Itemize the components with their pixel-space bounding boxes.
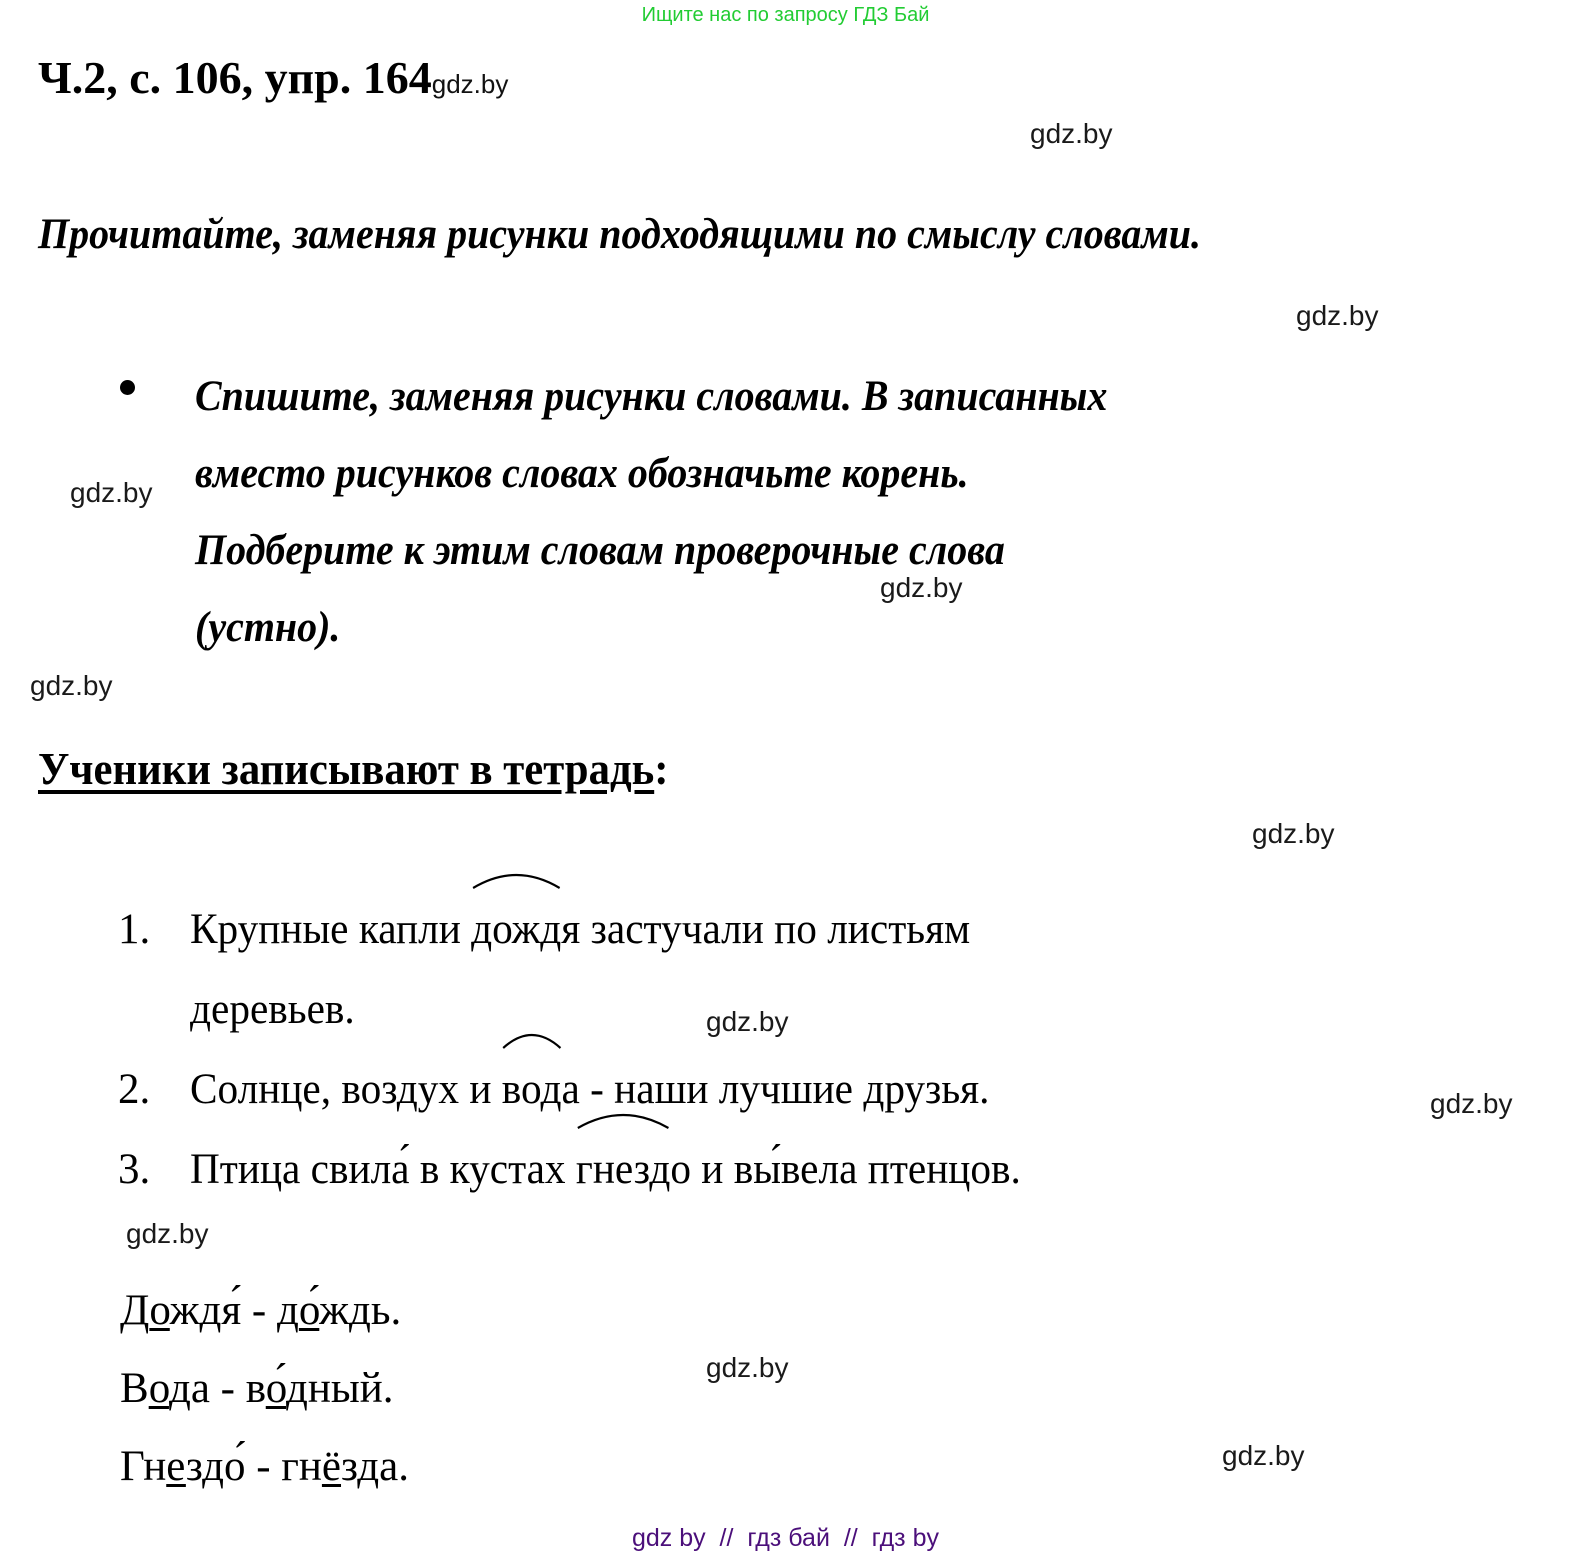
root-letters: дожд	[471, 906, 562, 953]
answer-line	[120, 1428, 409, 1506]
answer-post: дный.	[286, 1365, 394, 1412]
answer-stressed-vowel: о	[149, 1287, 170, 1334]
answer-post: зда.	[341, 1443, 409, 1490]
answer-stressed-vowel: е	[166, 1443, 186, 1490]
root-marked-word	[576, 1130, 670, 1210]
answer-line	[120, 1350, 409, 1428]
sentence-item	[118, 1130, 1518, 1210]
watermark-gdz: gdz.by	[706, 1006, 789, 1037]
root-letters: гнезд	[575, 1146, 671, 1193]
task-bullet-line-3: Подберите к этим словам проверочные слова	[195, 527, 1005, 574]
root-marked-word	[502, 1050, 562, 1130]
watermark-gdz: gdz.by	[126, 1218, 209, 1249]
sentence-text-after-root: о и вы́вела птенцов.	[670, 1146, 1021, 1193]
answer-stressed-vowel: о́	[298, 1287, 320, 1334]
footer-links: gdz by // гдз бай // гдз by	[631, 1524, 939, 1552]
watermark-gdz: gdz.by	[1030, 118, 1113, 149]
answer-mid: здо́ - гн	[185, 1443, 322, 1490]
answer-mid: ждя́ - д	[169, 1287, 299, 1334]
answer-stressed-vowel: ё	[321, 1443, 342, 1490]
task-bullet-block	[110, 358, 1520, 666]
answer-mid: да - в	[168, 1365, 266, 1412]
answer-pre: Гн	[120, 1443, 167, 1490]
task-bullet-line-1: Спишите, заменяя рисунки словами. В записанных	[195, 373, 1108, 420]
sentence-text-tail: деревьев.	[190, 986, 355, 1033]
watermark-gdz: gdz.by	[30, 670, 113, 701]
students-write-heading-underlined: Ученики записывают в тетрадь	[38, 744, 655, 794]
answer-stressed-vowel: о́	[265, 1365, 287, 1412]
inline-watermark: gdz.by	[431, 69, 509, 99]
answer-pre: Д	[120, 1287, 150, 1334]
root-letters: вод	[501, 1066, 562, 1113]
answer-post: ждь.	[319, 1287, 402, 1334]
sentence-number: 1.	[118, 906, 151, 953]
task-bullet-line-2: вместо рисунков словах обозначьте корень.	[195, 450, 969, 497]
answer-stressed-vowel: о	[148, 1365, 169, 1412]
task-bullet-paragraph	[195, 358, 1427, 666]
watermark-gdz: gdz.by	[1296, 300, 1379, 331]
watermark-gdz: gdz.by	[880, 572, 963, 603]
sentence-text-before-root: Птица свила́ в кустах	[190, 1146, 576, 1193]
sentence-text-after-root: я застучали по листьям	[561, 906, 971, 953]
sentence-text	[190, 890, 1465, 1050]
watermark-gdz: gdz.by	[1430, 1088, 1513, 1119]
bullet-point-icon	[120, 380, 135, 395]
sentence-text-before-root: Солнце, воздух и	[190, 1066, 502, 1113]
page-title	[38, 52, 508, 110]
watermark-gdz: gdz.by	[706, 1352, 789, 1383]
students-write-heading-colon: :	[654, 744, 669, 794]
root-arc-icon	[502, 1024, 562, 1050]
sentence-text-after-root: а - наши лучшие друзья.	[561, 1066, 990, 1113]
root-arc-icon	[471, 864, 561, 890]
root-marked-word	[471, 890, 561, 970]
sentence-item	[118, 1050, 1518, 1130]
sentence-number: 3.	[118, 1146, 151, 1193]
answer-list	[120, 1272, 409, 1506]
watermark-gdz: gdz.by	[1252, 818, 1335, 849]
students-write-heading	[38, 742, 668, 796]
sentence-text-before-root: Крупные капли	[190, 906, 472, 953]
page-title-text: Ч.2, с. 106, упр. 164	[38, 52, 432, 103]
sentence-text	[190, 1050, 1465, 1130]
answer-pre: В	[120, 1365, 149, 1412]
watermark-gdz: gdz.by	[70, 477, 153, 508]
sentence-list	[118, 890, 1518, 1210]
sentence-text	[190, 1130, 1465, 1210]
task-bullet-line-4: (устно).	[195, 604, 341, 651]
sentence-item	[118, 890, 1518, 1050]
promo-banner: Ищите нас по запросу ГДЗ Бай	[641, 4, 930, 26]
watermark-gdz: gdz.by	[1222, 1440, 1305, 1471]
root-arc-icon	[576, 1104, 670, 1130]
answer-line	[120, 1272, 409, 1350]
sentence-number: 2.	[118, 1066, 151, 1113]
task-intro-text: Прочитайте, заменяя рисунки подходящими по смыслу словами.	[38, 211, 1202, 258]
